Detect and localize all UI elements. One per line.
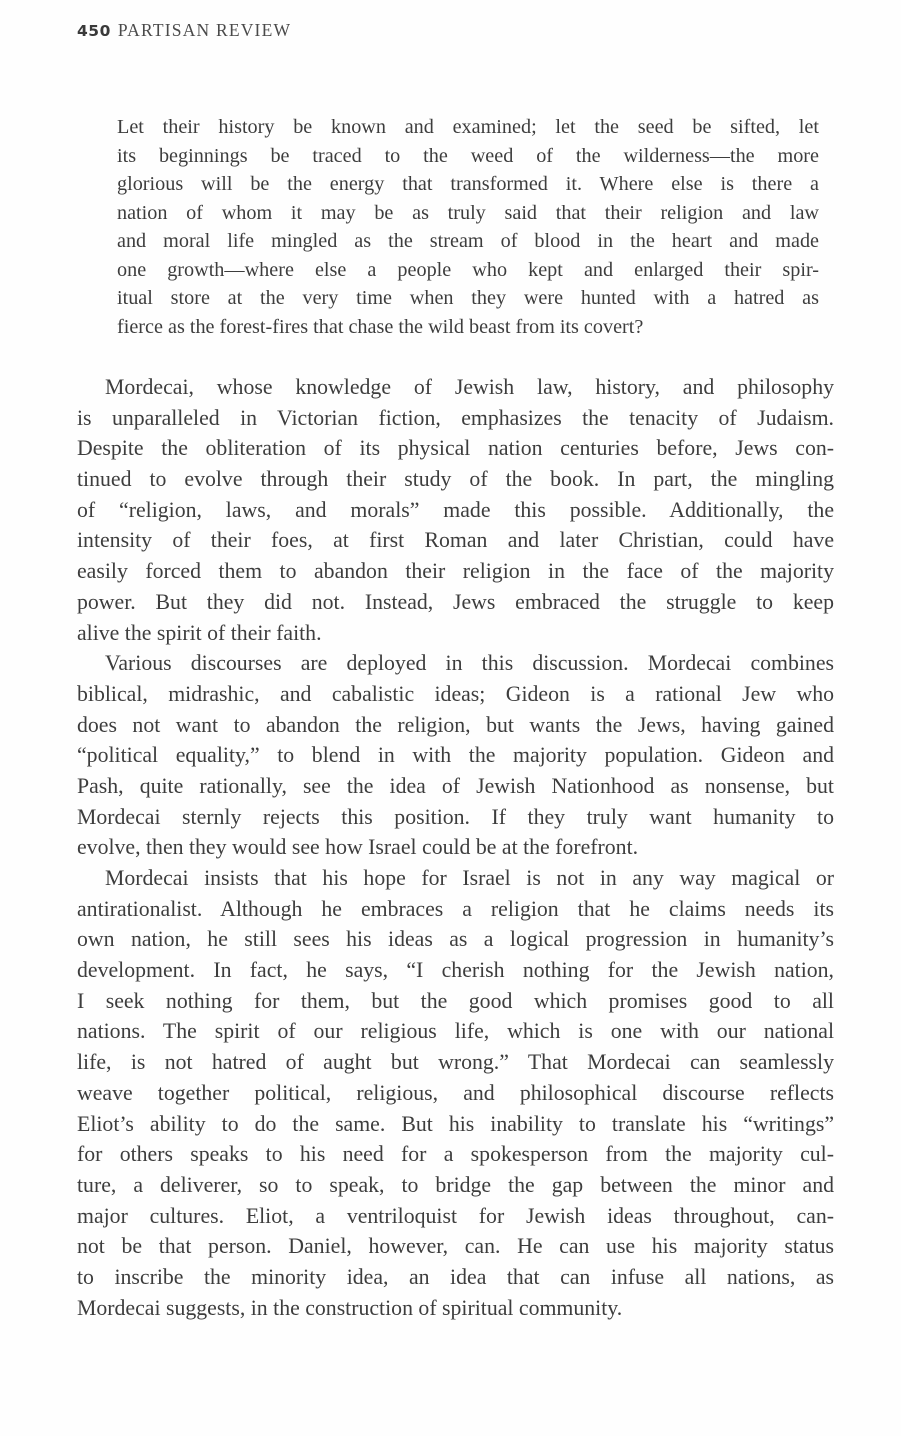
journal-title: PARTISAN REVIEW — [117, 20, 292, 40]
text-line: biblical, midrashic, and cabalistic ideas; Gideon is a rational Jew who — [77, 681, 834, 706]
quote-line: Let their history be known and examined; let the seed be sifted, let — [117, 116, 819, 138]
text-line: weave together political, religious, and philosophical discourse reflects — [77, 1080, 834, 1105]
text-line: own nation, he still sees his ideas as a logical progression in humanity’s — [77, 927, 834, 952]
text-line: for others speaks to his need for a spokesperson from the majority cul- — [77, 1142, 834, 1167]
text-line: does not want to abandon the religion, but wants the Jews, having gained — [77, 712, 834, 737]
block-quote — [117, 113, 819, 341]
text-line: alive the spirit of their faith. — [77, 620, 322, 645]
quote-line: one growth—where else a people who kept and enlarged their spir- — [117, 258, 819, 281]
text-line: Mordecai insists that his hope for Israel is not in any way magical or — [105, 866, 834, 890]
text-line: “political equality,” to blend in with the majority population. Gideon and — [77, 743, 834, 768]
text-line: I seek nothing for them, but the good which promises good to all — [77, 988, 834, 1013]
text-line: Despite the obliteration of its physical nation centuries before, Jews con- — [77, 436, 834, 461]
quote-line: and moral life mingled as the stream of blood in the heart and made — [117, 230, 819, 252]
quote-line: glorious will be the energy that transformed it. Where else is there a — [117, 173, 819, 195]
text-line: Mordecai suggests, in the construction of spiritual community. — [77, 1295, 623, 1320]
text-line: power. But they did not. Instead, Jews embraced the struggle to keep — [77, 589, 834, 614]
text-line: Pash, quite rationally, see the idea of Jewish Nationhood as nonsense, but — [77, 773, 834, 798]
quote-line: itual store at the very time when they were hunted with a hatred as — [117, 287, 819, 309]
quote-line: nation of whom it may be as truly said that their religion and law — [117, 201, 819, 224]
text-line: development. In fact, he says, “I cherish nothing for the Jewish nation, — [77, 958, 834, 983]
text-line: tinued to evolve through their study of the book. In part, the mingling — [77, 467, 834, 492]
text-line: Mordecai, whose knowledge of Jewish law, history, and philosophy — [105, 375, 834, 399]
paragraph-3 — [77, 863, 834, 1323]
quote-line: fierce as the forest-fires that chase the wild beast from its covert? — [117, 315, 644, 338]
text-line: Various discourses are deployed in this discussion. Mordecai combines — [105, 651, 834, 676]
text-line: nations. The spirit of our religious life, which is one with our national — [77, 1019, 834, 1044]
paragraph-2 — [77, 648, 834, 863]
text-line: antirationalist. Although he embraces a religion that he claims needs its — [77, 896, 834, 921]
text-line: Eliot’s ability to do the same. But his inability to translate his “writings” — [77, 1111, 834, 1136]
running-head — [77, 20, 291, 41]
quote-line: its beginnings be traced to the weed of the wilderness—the more — [117, 144, 819, 167]
text-line: of “religion, laws, and morals” made this possible. Additionally, the — [77, 497, 834, 522]
text-line: Mordecai sternly rejects this position. If they truly want humanity to — [77, 804, 834, 829]
text-line: life, is not hatred of aught but wrong.” That Mordecai can seamlessly — [77, 1050, 834, 1075]
text-line: ture, a deliverer, so to speak, to bridge the gap between the minor and — [77, 1172, 834, 1197]
text-line: intensity of their foes, at first Roman and later Christian, could have — [77, 528, 834, 553]
page-number: 450 — [77, 22, 111, 40]
text-line: evolve, then they would see how Israel could be at the forefront. — [77, 835, 639, 860]
paragraph-1 — [77, 372, 834, 648]
body-text — [77, 372, 834, 1323]
text-line: major cultures. Eliot, a ventriloquist for Jewish ideas throughout, can- — [77, 1203, 834, 1228]
text-line: is unparalleled in Victorian fiction, emphasizes the tenacity of Judaism. — [77, 405, 834, 430]
text-line: to inscribe the minority idea, an idea that can infuse all nations, as — [77, 1264, 834, 1289]
text-line: not be that person. Daniel, however, can. He can use his majority status — [77, 1234, 834, 1259]
text-line: easily forced them to abandon their religion in the face of the majority — [77, 559, 834, 584]
